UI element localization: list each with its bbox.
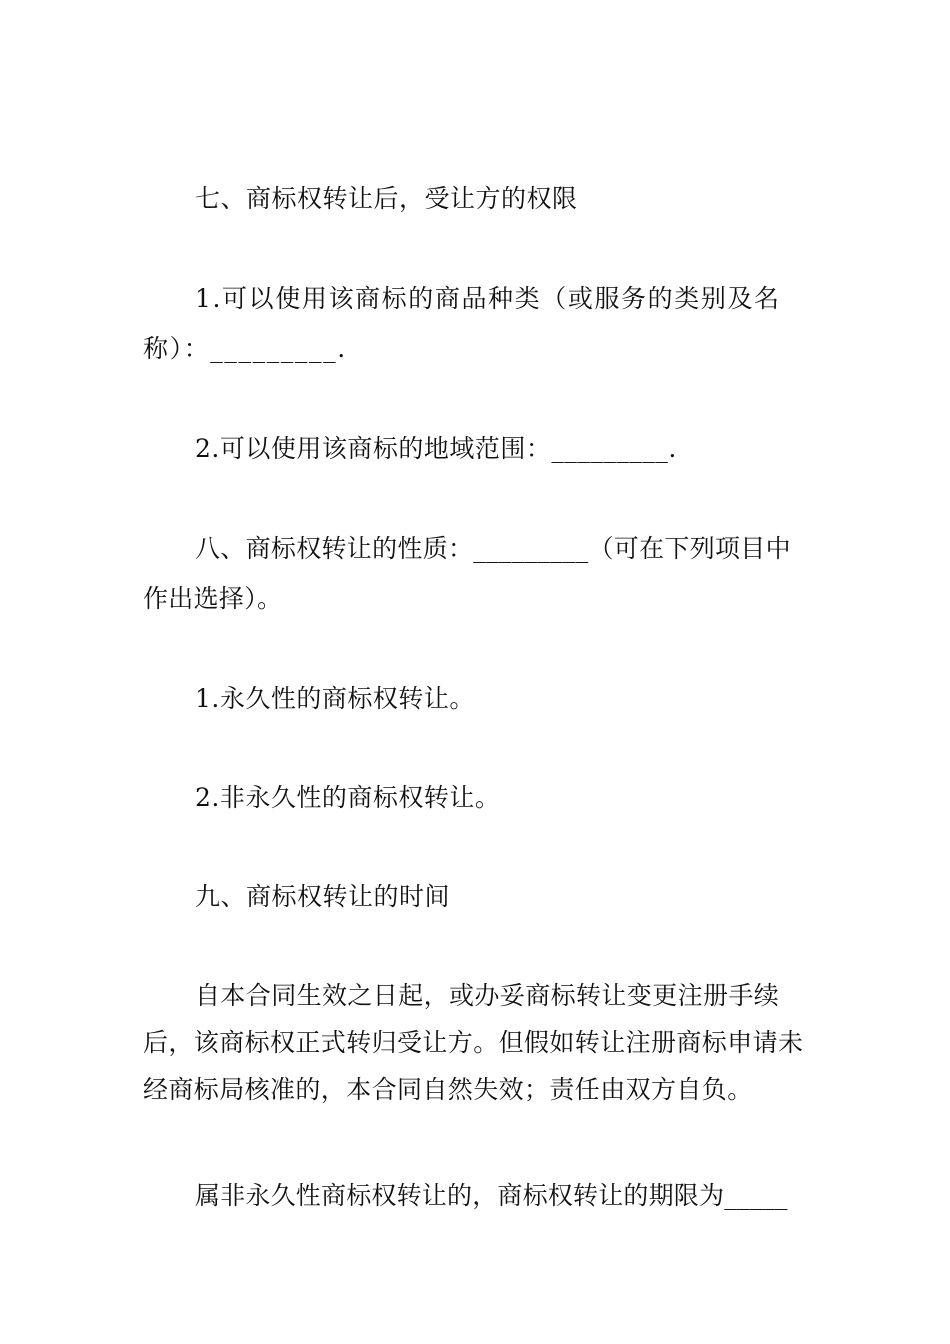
section-heading-nine: 九、商标权转让的时间 bbox=[195, 882, 451, 911]
transfer-time-paragraph: 自本合同生效之日起，或办妥商标转让变更注册手续后，该商标权正式转归受让方。但假如转让注册商标申请未经商标局核准的，本合同自然失效；责任由双方自负。 bbox=[143, 981, 804, 1104]
clause-item-region-scope: 2.可以使用该商标的地域范围：_________. bbox=[195, 434, 677, 463]
section-heading-seven: 七、商标权转让后，受让方的权限 bbox=[195, 184, 578, 213]
transfer-term-paragraph: 属非永久性商标权转让的，商标权转让的期限为_____ bbox=[195, 1181, 788, 1210]
clause-item-goods-category: 1.可以使用该商标的商品种类（或服务的类别及名称）：_________. bbox=[143, 284, 781, 363]
option-non-permanent-transfer: 2.非永久性的商标权转让。 bbox=[195, 783, 501, 812]
option-permanent-transfer: 1.永久性的商标权转让。 bbox=[195, 684, 475, 713]
section-heading-eight: 八、商标权转让的性质：_________（可在下列项目中作出选择）。 bbox=[143, 534, 791, 613]
